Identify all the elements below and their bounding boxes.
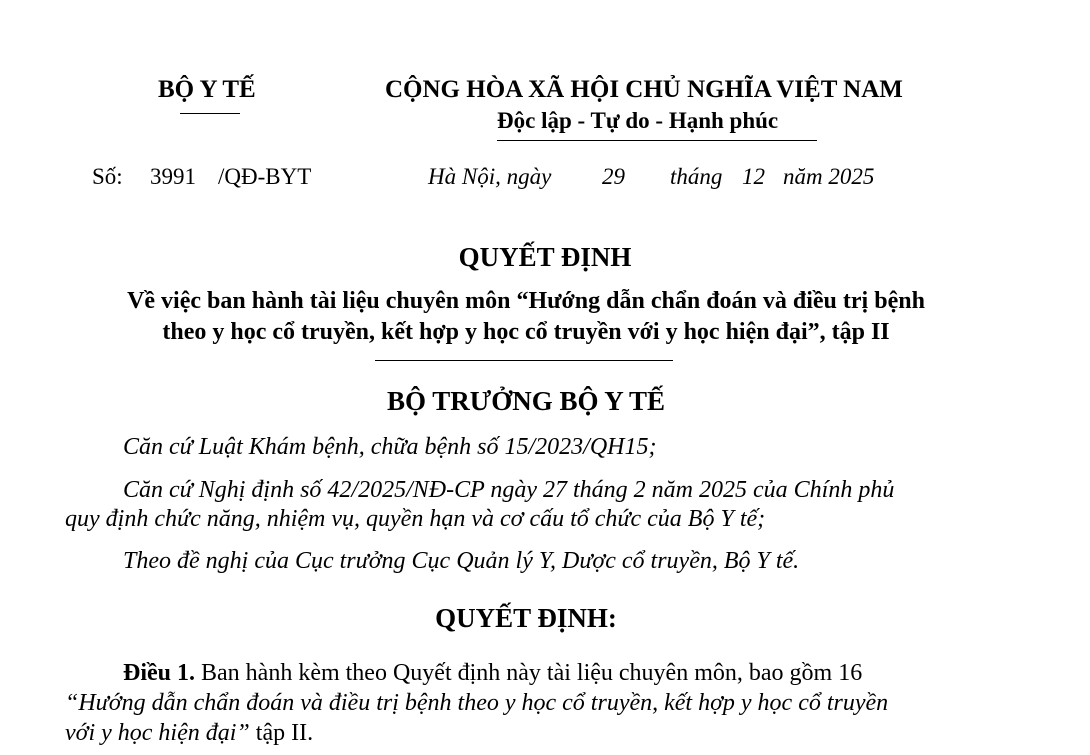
legal-basis-2-line2: quy định chức năng, nhiệm vụ, quyền hạn và cơ cấu tổ chức của Bộ Y tế;	[65, 506, 766, 532]
ministry-underline	[180, 113, 240, 114]
month-label: tháng	[670, 164, 723, 189]
republic-name: CỘNG HÒA XÃ HỘI CHỦ NGHĨA VIỆT NAM	[385, 76, 903, 103]
subject-divider	[375, 360, 673, 361]
decides-title: QUYẾT ĐỊNH:	[435, 603, 617, 633]
article-1-line3-rest: tập II.	[249, 720, 314, 746]
so-label: Số:	[92, 164, 123, 189]
article-1-line3-italic: với y học hiện đại”	[65, 720, 250, 746]
decision-title: QUYẾT ĐỊNH	[458, 242, 632, 272]
so-number: 3991	[150, 164, 196, 189]
date-month: 12	[742, 164, 765, 189]
national-motto: Độc lập - Tự do - Hạnh phúc	[497, 108, 779, 133]
article-1-label: Điều 1.	[123, 660, 195, 686]
so-code: /QĐ-BYT	[218, 164, 312, 189]
date-day: 29	[602, 164, 625, 189]
year-label: năm 2025	[783, 164, 875, 189]
article-1-line2: “Hướng dẫn chẩn đoán và điều trị bệnh theo y học cổ truyền, kết hợp y học cổ truyền	[65, 690, 889, 716]
place-date-prefix: Hà Nội, ngày	[428, 164, 552, 189]
decision-subject-line1: Về việc ban hành tài liệu chuyên môn “Hướng dẫn chẩn đoán và điều trị bệnh	[127, 288, 925, 314]
authority-title: BỘ TRƯỞNG BỘ Y TẾ	[386, 386, 666, 416]
article-1-text-line1: Ban hành kèm theo Quyết định này tài liệu chuyên môn, bao gồm 16	[201, 660, 863, 686]
legal-basis-2-line1: Căn cứ Nghị định số 42/2025/NĐ-CP ngày 27 tháng 2 năm 2025 của Chính phủ	[123, 477, 895, 503]
article-1-line1	[123, 660, 862, 687]
motto-underline	[497, 140, 817, 141]
article-1-line3	[65, 720, 313, 747]
decision-subject-line2: theo y học cổ truyền, kết hợp y học cổ truyền với y học hiện đại”, tập II	[162, 319, 890, 345]
proposal-basis: Theo đề nghị của Cục trưởng Cục Quản lý Y, Dược cổ truyền, Bộ Y tế.	[123, 548, 800, 574]
legal-basis-1: Căn cứ Luật Khám bệnh, chữa bệnh số 15/2023/QH15;	[123, 434, 657, 460]
ministry-name: BỘ Y TẾ	[158, 76, 256, 103]
